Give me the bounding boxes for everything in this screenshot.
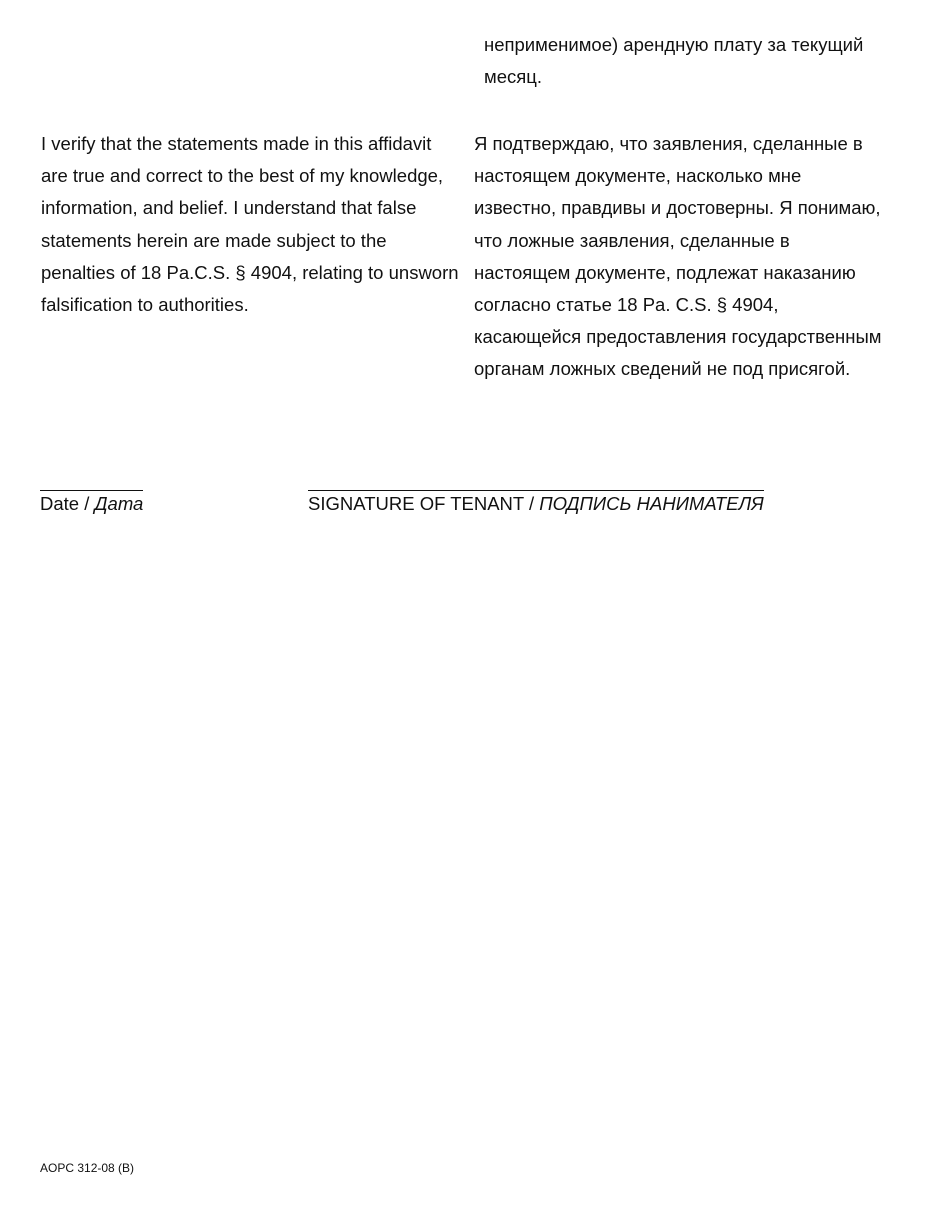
tenant-signature-field[interactable] <box>308 490 764 516</box>
date-label-ru: Дата <box>94 493 144 514</box>
verification-line-ru: настоящем документе, подлежат наказанию <box>474 261 856 283</box>
date-label-en: Date / <box>40 493 95 514</box>
verification-line-en: falsification to authorities. <box>41 294 249 316</box>
date-field[interactable] <box>40 490 143 516</box>
carry-over-line: месяц. <box>484 66 543 88</box>
verification-line-en: I verify that the statements made in this affidavit <box>41 133 432 154</box>
verification-line-ru: согласно статье 18 Pa. C.S. § 4904, <box>474 294 779 316</box>
verification-line-ru: что ложные заявления, сделанные в <box>474 229 790 251</box>
verification-line-ru: настоящем документе, насколько мне <box>474 165 802 187</box>
verification-line-en: penalties of 18 Pa.C.S. § 4904, relating to unsworn <box>41 261 459 283</box>
carry-over-line: неприменимое) арендную плату за текущий <box>484 34 864 55</box>
verification-line-ru: известно, правдивы и достоверны. Я понимаю, <box>474 197 881 219</box>
verification-line-ru: органам ложных сведений не под присягой. <box>474 358 851 380</box>
verification-line-en: are true and correct to the best of my knowledge, <box>41 165 444 187</box>
carry-over-paragraph-ru <box>484 29 863 93</box>
verification-line-en: statements herein are made subject to the <box>41 229 387 251</box>
verification-line-ru: Я подтверждаю, что заявления, сделанные в <box>474 133 863 154</box>
form-code: AOPC 312-08 (B) <box>40 1161 135 1175</box>
verification-paragraph-ru <box>474 128 882 386</box>
verification-line-en: information, and belief. I understand that false <box>41 197 417 219</box>
verification-paragraph-en <box>41 128 459 321</box>
signature-label-en: SIGNATURE OF TENANT / <box>308 493 540 514</box>
verification-line-ru: касающейся предоставления государственным <box>474 326 882 348</box>
signature-label-ru: ПОДПИСЬ НАНИМАТЕЛЯ <box>539 493 764 514</box>
